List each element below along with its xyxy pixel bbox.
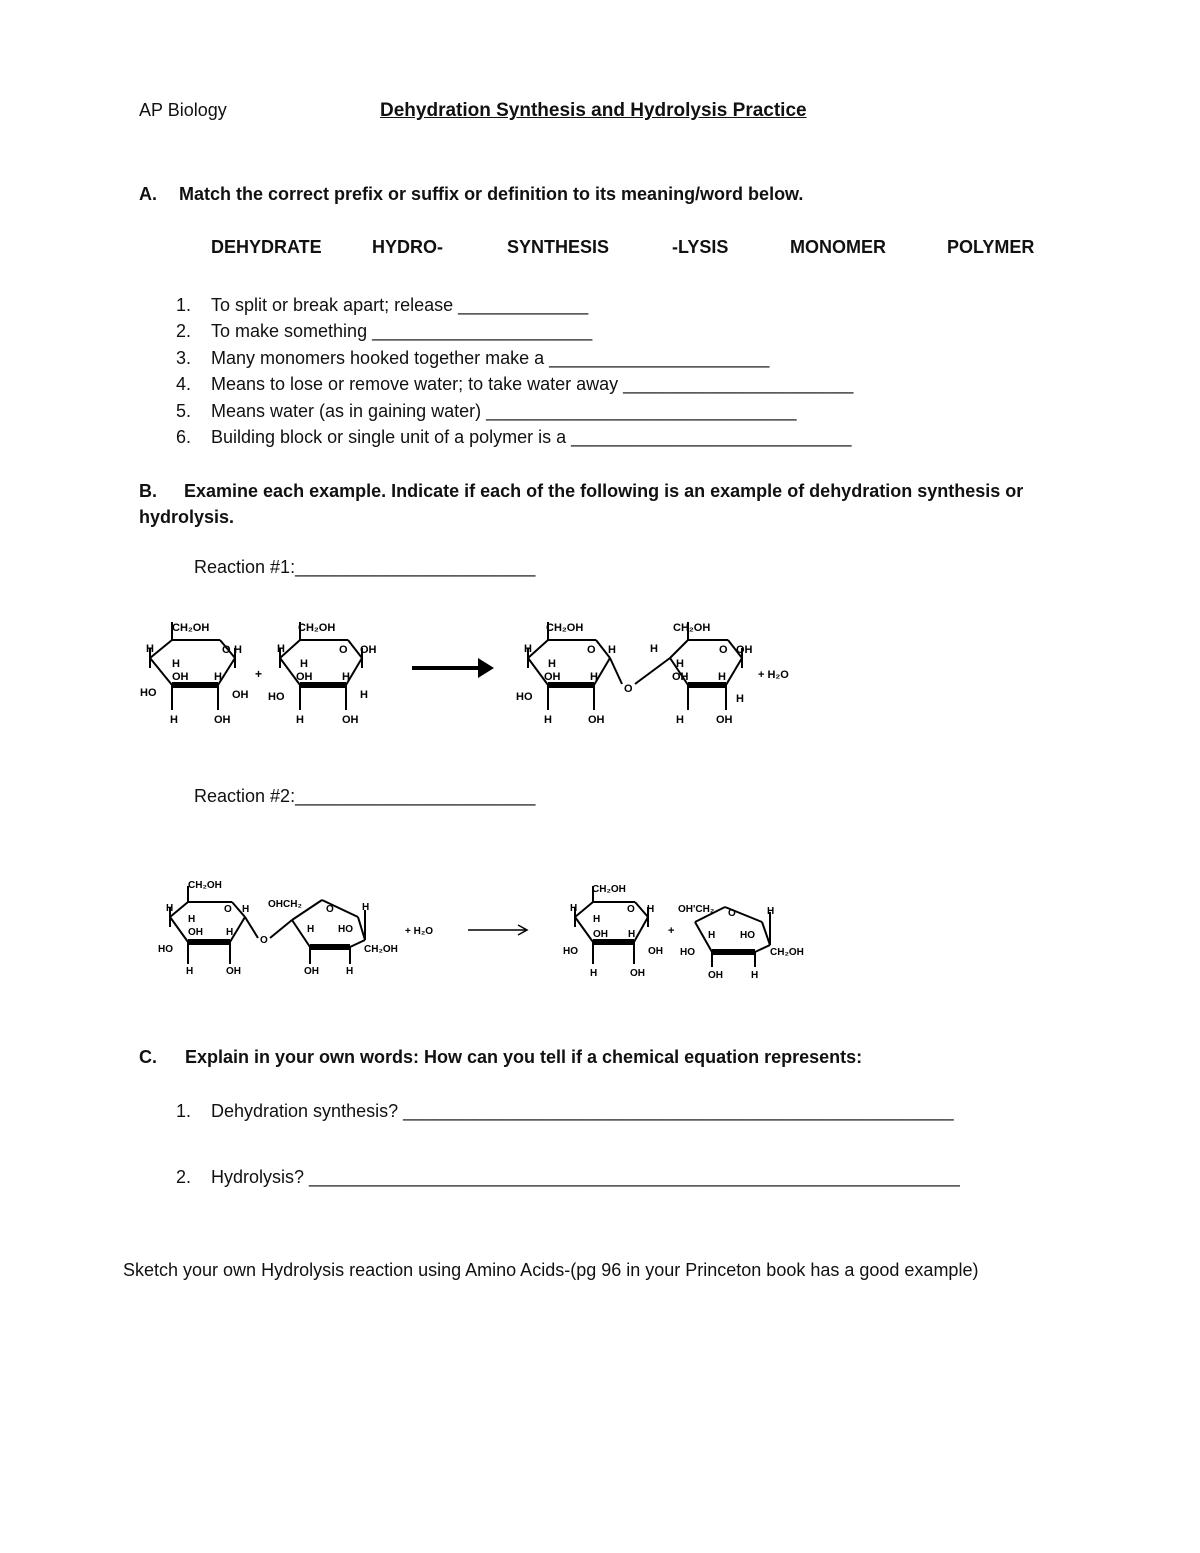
oh-label: OH: [716, 714, 733, 726]
oh-label: OH: [588, 714, 605, 726]
ch2oh-label: CH₂OH: [546, 622, 584, 634]
h-label: H: [718, 671, 726, 683]
h-label: H: [524, 643, 532, 655]
question-text: To split or break apart; release _____________: [211, 295, 589, 315]
ch2oh-label: CH₂OH: [592, 884, 626, 895]
oh-label: OH: [342, 714, 359, 726]
plus-sign: +: [255, 667, 263, 681]
oh-label: OH: [296, 671, 313, 683]
section-b-text-line1: Examine each example. Indicate if each of the following is an example of dehydration synthesis or: [184, 481, 1024, 501]
h-label: H: [170, 714, 178, 726]
glucose-product: [575, 886, 648, 964]
o-label: O: [222, 644, 231, 656]
reaction-arrow-icon: [412, 658, 494, 678]
glucose-ring-2: [280, 622, 362, 710]
ch2oh-label: CH₂OH: [172, 622, 210, 634]
glucose-ring-1: [150, 622, 235, 710]
h-label: H: [590, 671, 598, 683]
o-label: O: [224, 904, 232, 915]
word-bank-item: SYNTHESIS: [507, 237, 610, 257]
plus-sign: +: [668, 925, 675, 937]
h-label: H: [277, 643, 285, 655]
worksheet-title: Dehydration Synthesis and Hydrolysis Practice: [380, 100, 807, 121]
question-text: To make something ______________________: [211, 321, 593, 342]
h-label: H: [300, 658, 308, 670]
oh-label: OH: [360, 644, 377, 656]
h-label: H: [548, 658, 556, 670]
h-label: H: [188, 914, 196, 925]
h-label: H: [647, 904, 655, 915]
h-label: H: [767, 906, 775, 917]
section-b-heading: [139, 478, 1139, 530]
h-label: H: [676, 714, 684, 726]
question-number: 1.: [176, 1101, 192, 1121]
h-label: H: [214, 671, 222, 683]
h-label: H: [226, 927, 234, 938]
section-b-letter: B.: [139, 481, 157, 501]
water-label: + H₂O: [405, 926, 434, 937]
o-label: O: [728, 908, 736, 919]
disaccharide-product: [528, 622, 742, 710]
sucrose-reactant: [170, 886, 365, 964]
question-item[interactable]: [176, 318, 853, 344]
reaction-2-label[interactable]: Reaction #2:________________________: [194, 786, 536, 806]
question-number: 1.: [176, 295, 192, 315]
course-label: AP Biology: [139, 100, 227, 120]
h-label: H: [650, 643, 658, 655]
ho-label: HO: [516, 691, 533, 703]
o-label: O: [326, 904, 334, 915]
sketch-prompt: Sketch your own Hydrolysis reaction using Amino Acids-(pg 96 in your Princeton book has a good example): [123, 1260, 979, 1280]
h-label: H: [296, 714, 304, 726]
o-label: O: [260, 935, 268, 946]
h-label: H: [708, 930, 716, 941]
oh-label: OH: [736, 644, 753, 656]
ho-label: HO: [140, 687, 157, 699]
h-label: H: [234, 644, 242, 656]
o-label: O: [587, 644, 596, 656]
word-bank-item: POLYMER: [947, 237, 1035, 257]
oh-label: OH: [672, 671, 689, 683]
h-label: H: [342, 671, 350, 683]
section-c-item[interactable]: [176, 1101, 954, 1122]
h-label: H: [172, 658, 180, 670]
question-text: Means to lose or remove water; to take water away _______________________: [211, 374, 854, 395]
h-label: H: [360, 689, 368, 701]
oh-label: OH: [232, 689, 249, 701]
h-label: H: [307, 924, 315, 935]
ho-label: HO: [158, 944, 173, 955]
ho-label: HO: [338, 924, 353, 935]
word-bank-item: MONOMER: [790, 237, 886, 257]
question-number: 3.: [176, 347, 192, 368]
h-label: H: [593, 914, 601, 925]
question-text: Means water (as in gaining water) _______________________________: [211, 400, 797, 421]
oh-label: OH: [708, 970, 723, 981]
section-a-text: Match the correct prefix or suffix or definition to its meaning/word below.: [179, 184, 804, 204]
h-label: H: [186, 966, 194, 977]
o-label: O: [624, 683, 633, 695]
ch2oh-label: CH₂OH: [298, 622, 336, 634]
o-label: O: [627, 904, 635, 915]
section-a-heading: [139, 184, 803, 205]
question-number: 6.: [176, 427, 192, 448]
h-label: H: [242, 904, 250, 915]
word-bank-item: DEHYDRATE: [211, 237, 322, 257]
section-c-heading: [139, 1047, 862, 1068]
oh-label: OH: [172, 671, 189, 683]
h-label: H: [346, 966, 354, 977]
section-c-item[interactable]: [176, 1167, 960, 1188]
question-item[interactable]: [176, 371, 853, 397]
oh-label: OH: [188, 927, 203, 938]
question-text: Hydrolysis? _________________________________________________________________: [211, 1167, 960, 1187]
section-b-text-line2: hydrolysis.: [139, 507, 235, 527]
question-number: 2.: [176, 321, 192, 342]
reaction-2-diagram: [150, 872, 820, 987]
word-bank-item: HYDRO-: [372, 237, 443, 257]
ch2oh-label: CH₂OH: [364, 944, 398, 955]
h-label: H: [590, 968, 598, 979]
oh-label: OH: [214, 714, 231, 726]
ch2oh-label: CH₂OH: [188, 880, 222, 891]
oh-label: OH: [226, 966, 241, 977]
question-text: Many monomers hooked together make a ______________________: [211, 347, 770, 368]
word-bank: [211, 237, 1051, 258]
h-label: H: [736, 693, 744, 705]
question-item[interactable]: [176, 398, 853, 424]
ho-label: HO: [680, 947, 695, 958]
oh-label: OH: [304, 966, 319, 977]
section-a-letter: A.: [139, 184, 157, 204]
question-number: 2.: [176, 1167, 192, 1187]
ho-label: HO: [563, 946, 578, 957]
section-c-text: Explain in your own words: How can you tell if a chemical equation represents:: [185, 1047, 863, 1067]
h-label: H: [544, 714, 552, 726]
question-text: Building block or single unit of a polymer is a ____________________________: [211, 427, 852, 448]
h-label: H: [676, 658, 684, 670]
oh-label: OH: [593, 929, 608, 940]
question-item[interactable]: [176, 292, 853, 318]
reaction-1-label[interactable]: Reaction #1:________________________: [194, 557, 536, 577]
reaction-arrow-icon: [468, 925, 527, 935]
ch2oh-label: CH₂OH: [770, 947, 804, 958]
h-label: H: [608, 644, 616, 656]
water-label: + H₂O: [758, 669, 789, 681]
oh-label: OH: [648, 946, 663, 957]
question-number: 5.: [176, 400, 192, 421]
question-item[interactable]: [176, 345, 853, 371]
h-label: H: [751, 970, 759, 981]
oh-label: OH: [544, 671, 561, 683]
ohch2-label: OHCH₂: [268, 899, 302, 910]
question-text: Dehydration synthesis? _______________________________________________________: [211, 1101, 954, 1121]
o-label: O: [339, 644, 348, 656]
question-item[interactable]: [176, 424, 853, 450]
question-number: 4.: [176, 374, 192, 395]
h-label: H: [570, 903, 578, 914]
word-bank-item: -LYSIS: [672, 237, 729, 257]
section-a-questions: [176, 292, 853, 450]
ohch2-label: OH'CH₂: [678, 904, 715, 915]
ho-label: HO: [740, 930, 755, 941]
o-label: O: [719, 644, 728, 656]
h-label: H: [166, 903, 174, 914]
oh-label: OH: [630, 968, 645, 979]
ho-label: HO: [268, 691, 285, 703]
h-label: H: [628, 929, 636, 940]
ch2oh-label: CH₂OH: [673, 622, 711, 634]
h-label: H: [146, 643, 154, 655]
h-label: H: [362, 902, 370, 913]
section-c-letter: C.: [139, 1047, 157, 1067]
reaction-1-diagram: [130, 610, 810, 735]
